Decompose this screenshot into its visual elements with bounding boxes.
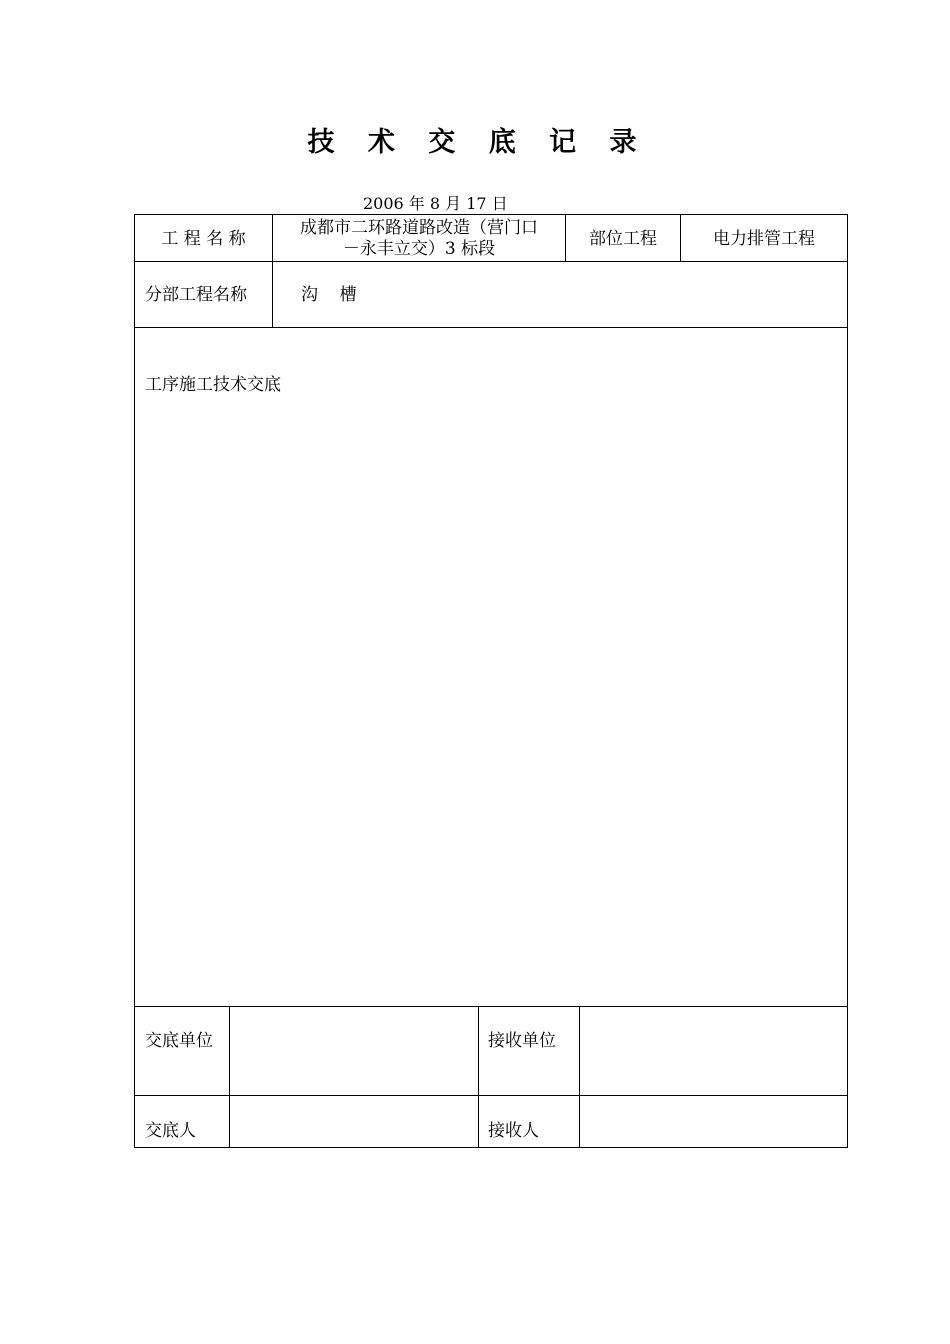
sub-project-value: 沟 槽: [301, 285, 357, 305]
table-border-left: [134, 214, 135, 1148]
issuer-unit-label: 交底单位: [145, 1031, 213, 1051]
footer-col-divider-2: [478, 1006, 479, 1148]
issuer-person-label: 交底人: [145, 1121, 196, 1141]
table-divider-row2: [134, 327, 848, 328]
body-heading: 工序施工技术交底: [145, 375, 281, 395]
document-date: 2006 年 8 月 17 日: [363, 194, 508, 213]
footer-col-divider-3: [579, 1006, 580, 1148]
position-label: 部位工程: [589, 229, 657, 249]
sub-project-label: 分部工程名称: [145, 285, 247, 305]
table-divider-body: [134, 1006, 848, 1007]
document-title: 技 术 交 底 记 录: [307, 127, 649, 158]
position-value: 电力排管工程: [713, 229, 815, 249]
receiver-person-label: 接收人: [488, 1121, 539, 1141]
table-border-right: [847, 214, 848, 1148]
table-border-bottom: [134, 1147, 848, 1148]
project-name-line2: －永丰立交）3 标段: [342, 239, 496, 259]
table-divider-footer: [134, 1095, 848, 1096]
footer-col-divider-1: [229, 1006, 230, 1148]
table-divider-row1: [134, 261, 848, 262]
project-name-label: 工 程 名 称: [161, 229, 246, 249]
project-name-line1: 成都市二环路道路改造（营门口: [300, 218, 538, 238]
receiver-unit-label: 接收单位: [488, 1031, 556, 1051]
table-border-top: [134, 214, 848, 215]
